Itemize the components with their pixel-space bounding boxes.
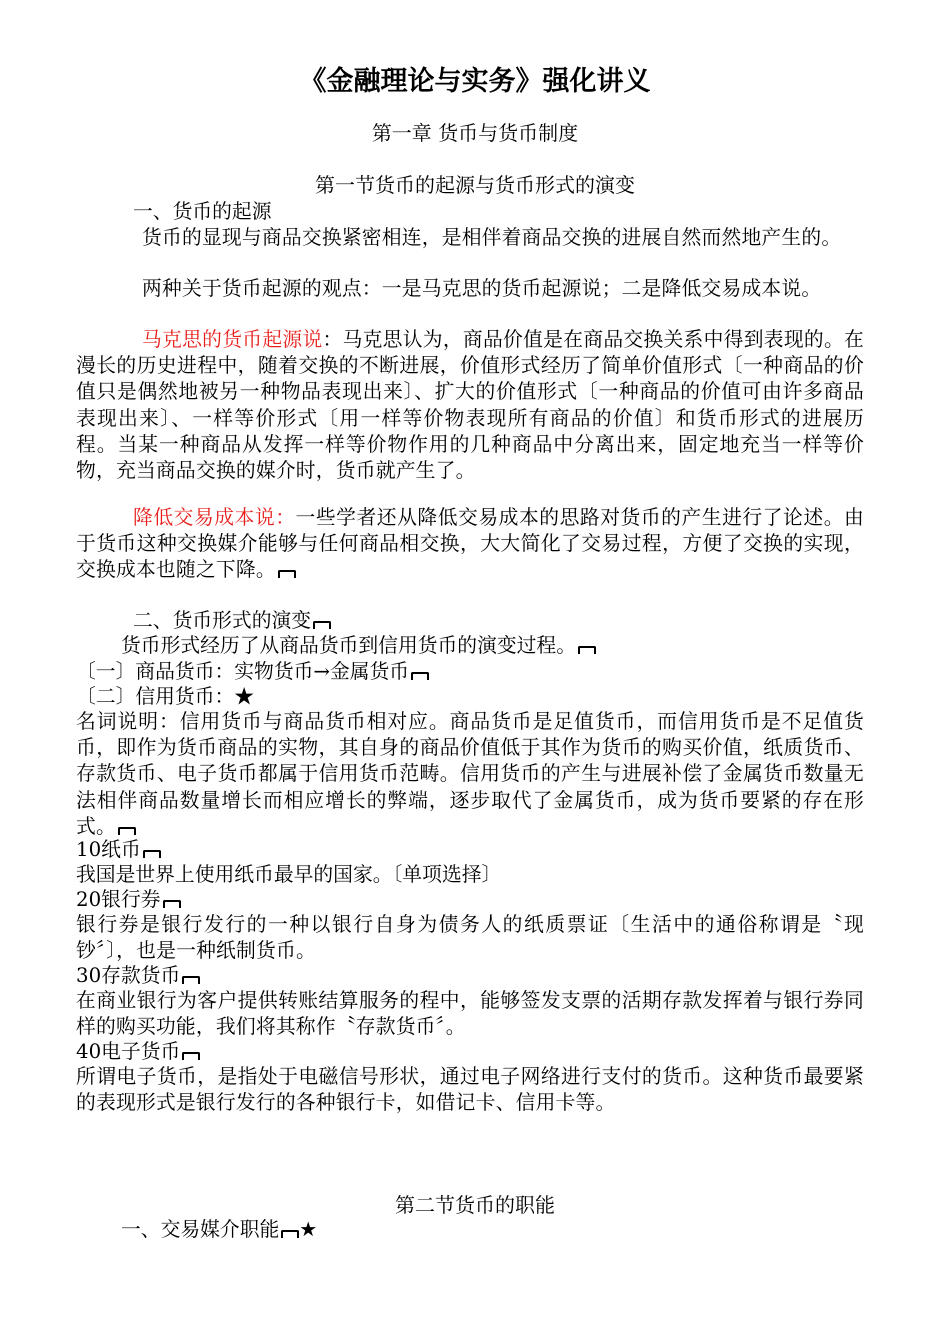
bank-notes-title: 20银行券 xyxy=(76,888,161,911)
paragraph-transaction-cost xyxy=(76,505,864,584)
marx-theory-label: 马克思的货币起源说 xyxy=(142,328,323,351)
chapter-heading: 第一章 货币与货币制度 xyxy=(371,121,579,145)
document-title: 《金融理论与实务》强化讲义 xyxy=(299,66,651,97)
paper-money-title: 10纸币 xyxy=(76,838,141,861)
subheading-deposit-money xyxy=(76,963,866,989)
subheading-electronic-money xyxy=(76,1039,866,1065)
paragraph-mark-icon xyxy=(118,827,136,835)
paragraph-mark-icon xyxy=(163,900,181,908)
paragraph-mark-icon xyxy=(313,621,331,629)
heading-evolution xyxy=(133,608,923,634)
subheading-bank-notes xyxy=(76,887,866,913)
paragraph-two-views: 两种关于货币起源的观点：一是马克思的货币起源说；二是降低交易成本说。 xyxy=(142,277,822,300)
transaction-cost-text: 一些学者还从降低交易成本的思路对货币的产生进行了论述。由于货币这种交换媒介能够与任何商品相交换，大大简化了交易过程，方便了交换的实现，交换成本也随之下降。 xyxy=(76,506,864,582)
paragraph-electronic-money: 所谓电子货币，是指处于电磁信号形状，通过电子网络进行支付的货币。这种货币最要紧的表现形式是银行发行的各种银行卡，如借记卡、信用卡等。 xyxy=(76,1065,864,1115)
evolution-intro-text: 货币形式经历了从商品货币到信用货币的演变过程。 xyxy=(121,634,576,657)
paragraph-mark-icon xyxy=(411,672,429,680)
electronic-money-title: 40电子货币 xyxy=(76,1040,181,1063)
paragraph-credit-money-definition xyxy=(76,709,864,840)
transaction-cost-label: 降低交易成本说： xyxy=(133,506,296,529)
paragraph-paper-money: 我国是世界上使用纸币最早的国家。〔单项选择〕 xyxy=(76,863,502,886)
item-commodity-money xyxy=(76,659,866,685)
section-heading: 第一节货币的起源与货币形式的演变 xyxy=(315,173,635,197)
heading-medium-of-exchange xyxy=(121,1217,911,1243)
star-icon: ★ xyxy=(299,1218,317,1241)
paragraph-bank-notes: 银行券是银行发行的一种以银行自身为债务人的纸质票证〔生活中的通俗称谓是〝现钞〞〕，也是一种纸制货币。 xyxy=(76,913,864,963)
credit-money-definition-text: 名词说明：信用货币与商品货币相对应。商品货币是足值货币，而信用货币是不足值货币，即作为货币商品的实物，其自身的商品价值低于其作为货币的购买价值，纸质货币、存款货币、电子货币都属于信用货币范畴。信用货币的产生与进展补偿了金属货币数量无法相伴商品数量增长而相应增长的弊端，逐步取代了金属货币，成为货币要紧的存在形式。 xyxy=(76,710,864,838)
heading-origin: 一、货币的起源 xyxy=(133,200,272,223)
paragraph-mark-icon xyxy=(182,1052,200,1060)
marx-theory-text: ：马克思认为，商品价值是在商品交换关系中得到表现的。在漫长的历史进程中，随着交换的不断进展，价值形式经历了简单价值形式〔一种商品的价值只是偶然地被另一种物品表现出来〕、扩大的价值形式〔一种商品的价值可由许多商品表现出来〕、一样等价形式〔用一样等价物表现所有商品的价值〕和货币形式的进展历程。当某一种商品从发挥一样等价物作用的几种商品中分离出来，固定地充当一样等价物，充当商品交换的媒介时，货币就产生了。 xyxy=(76,328,864,483)
paragraph-origin-intro: 货币的显现与商品交换紧密相连，是相伴着商品交换的进展自然而然地产生的。 xyxy=(142,226,842,249)
commodity-money-text: 〔一〕商品货币：实物货币→金属货币 xyxy=(76,660,410,683)
paragraph-marx-theory xyxy=(76,327,864,484)
paragraph-mark-icon xyxy=(143,850,161,858)
deposit-money-title: 30存款货币 xyxy=(76,964,181,987)
paragraph-mark-icon xyxy=(578,646,596,654)
medium-of-exchange-text: 一、交易媒介职能 xyxy=(121,1218,280,1241)
paragraph-mark-icon xyxy=(182,976,200,984)
subheading-paper-money xyxy=(76,837,866,863)
paragraph-mark-icon xyxy=(281,1230,299,1238)
section2-heading: 第二节货币的职能 xyxy=(395,1193,555,1217)
paragraph-evolution-intro xyxy=(121,633,911,659)
paragraph-deposit-money: 在商业银行为客户提供转账结算服务的程中，能够签发支票的活期存款发挥着与银行券同样的购买功能，我们将其称作〝存款货币〞。 xyxy=(76,989,864,1039)
heading-evolution-text: 二、货币形式的演变 xyxy=(133,609,312,632)
item-credit-money: 〔二〕信用货币：★ xyxy=(76,685,255,708)
paragraph-mark-icon xyxy=(278,570,296,578)
